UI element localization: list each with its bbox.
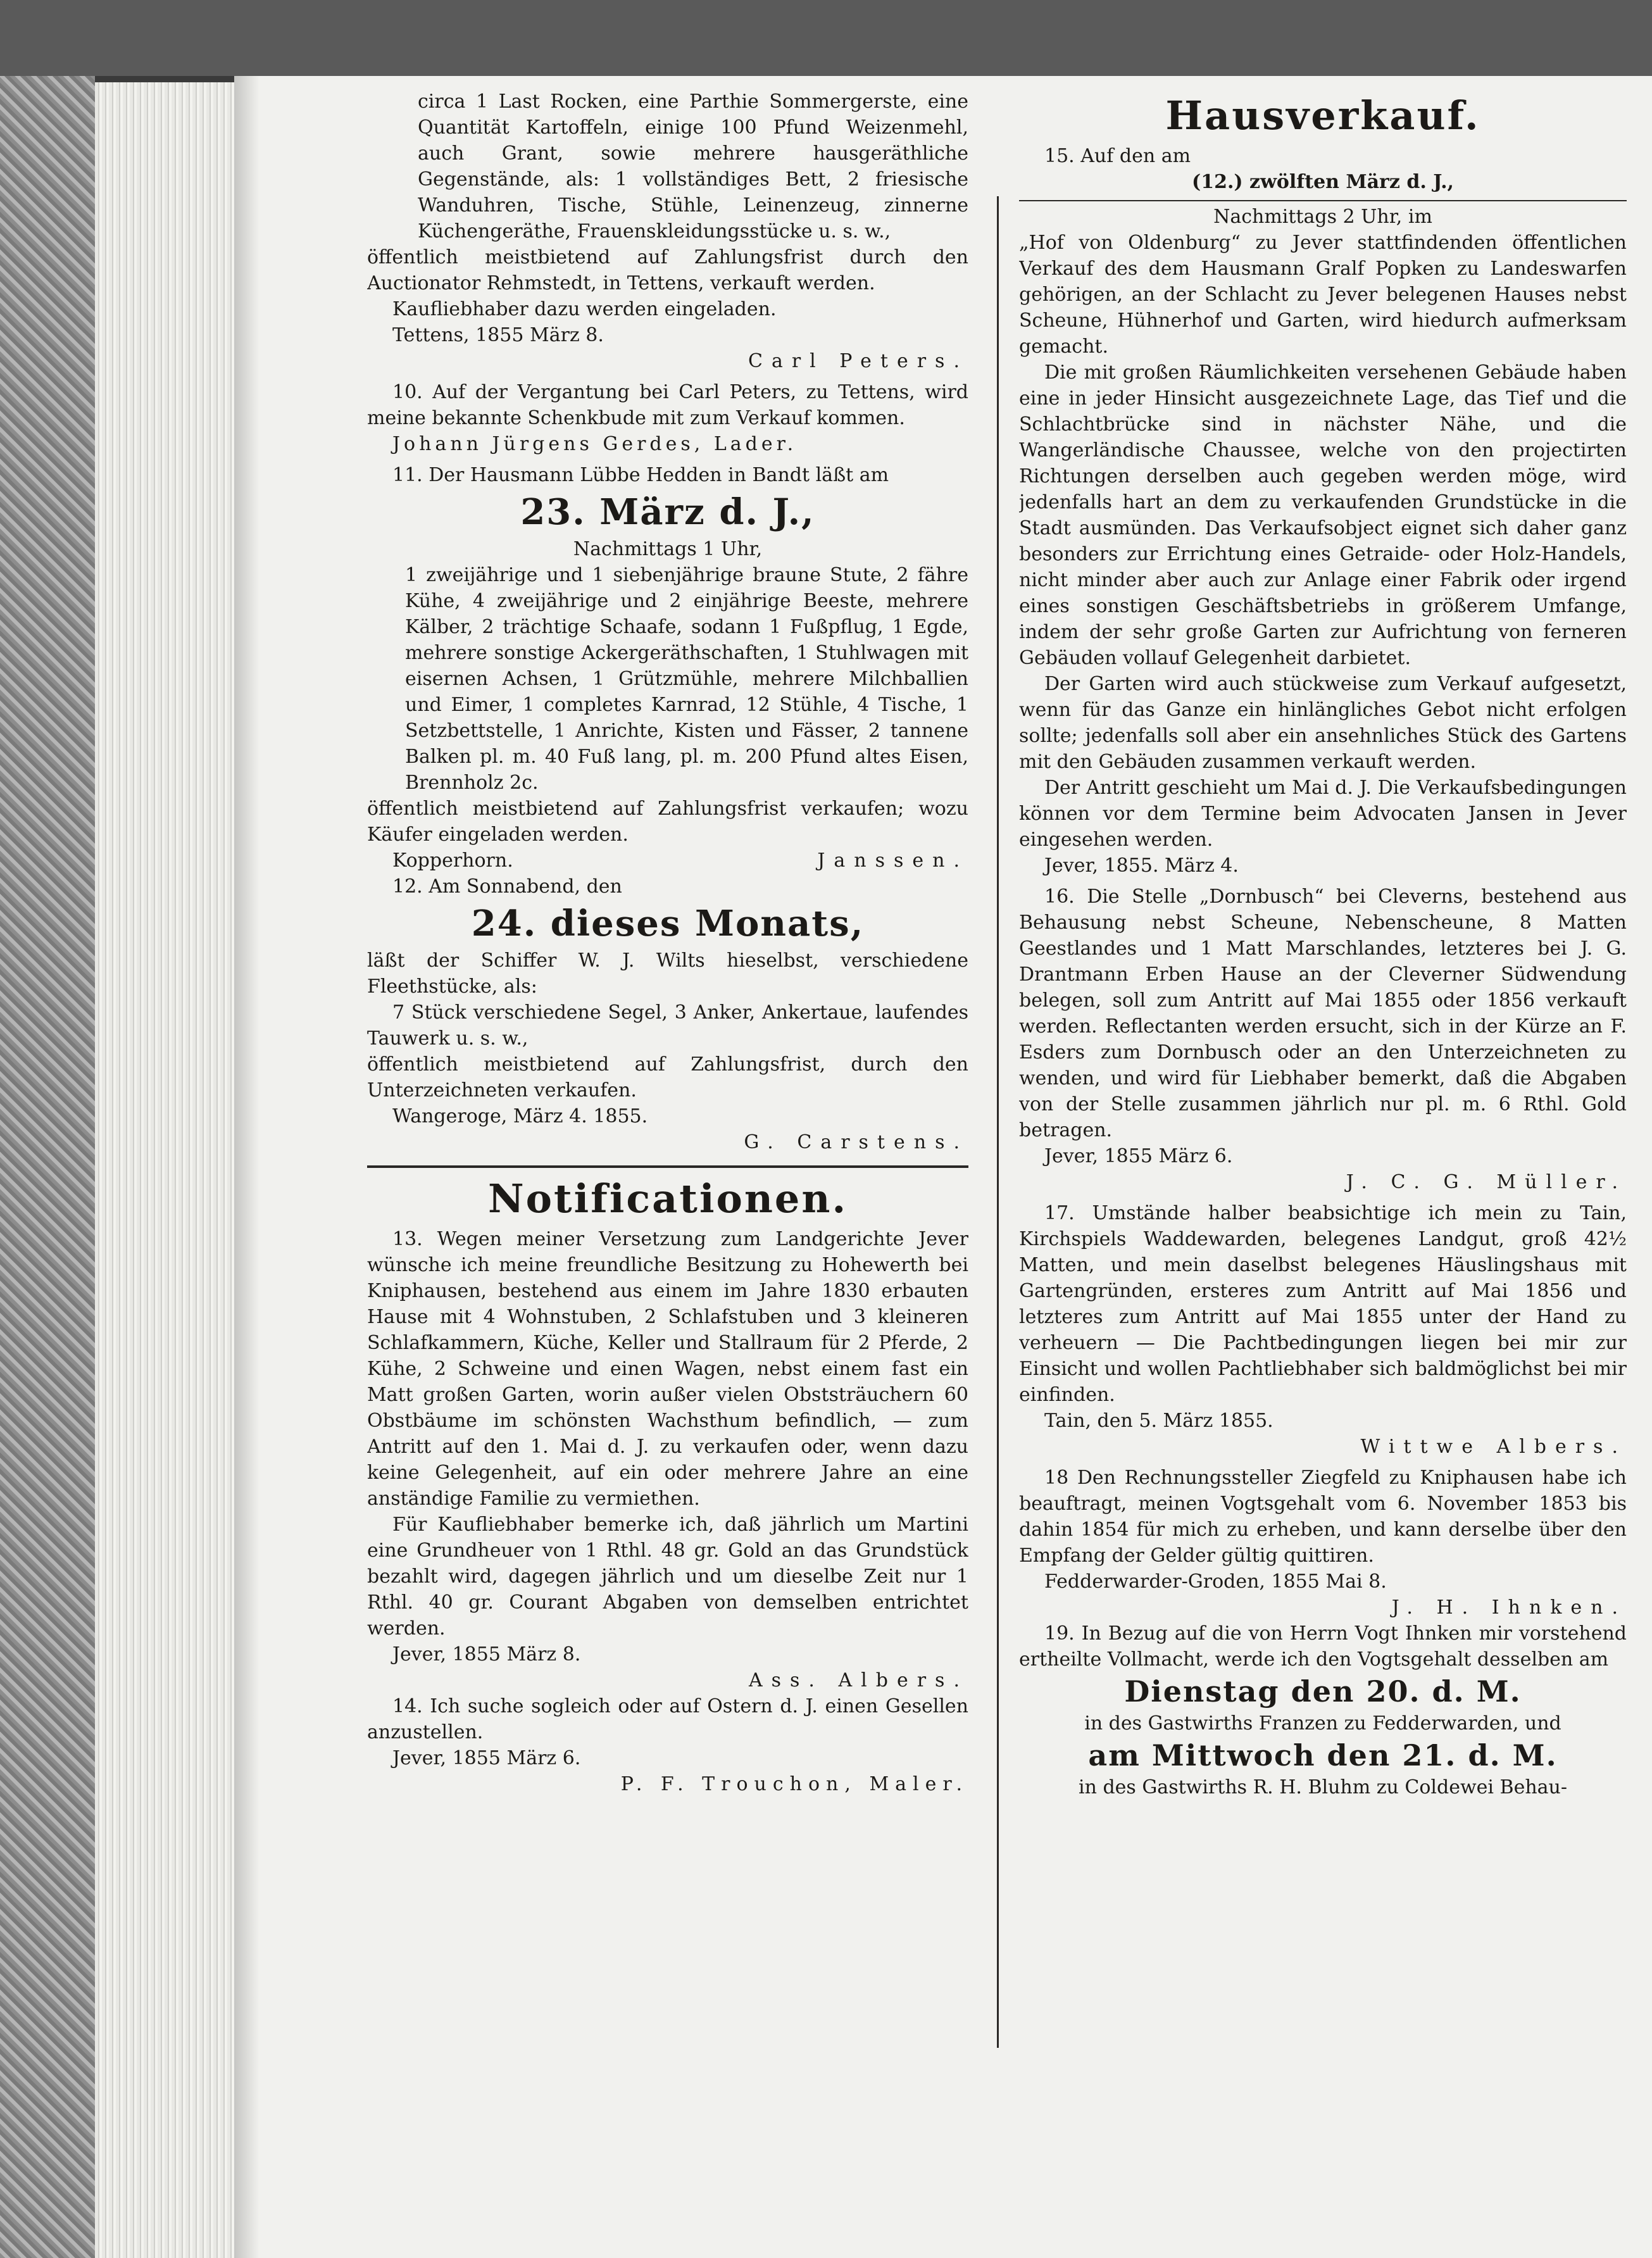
notice-13-b: Für Kaufliebhaber bemerke ich, daß jährlich um Martini eine Grundheuer von 1 Rthl. 48 gr. Gold an das Grundstück bezahlt wird, dagegen jährlich und um dieselbe Zeit nur 1 Rthl. 40 gr. Courant Abgaben von demselben entrichtet werden. (367, 1514, 968, 1640)
signature-line (367, 848, 968, 874)
item-signature: G. Carstens. (744, 1131, 968, 1153)
item-place-date: Jever, 1855 März 6. (1044, 1145, 1233, 1167)
notice-16: 16. Die Stelle „Dornbusch“ bei Cleverns, bestehend aus Behausung nebst Scheune, Nebenscheune, 8 Matten Geestlandes und 1 Matt Marschlandes, letzteres bei J. G. Drantmann Erben Hause an der Cleverner Südwendung belegen, soll zum Antritt auf Mai 1855 oder 1856 verkauft werden. Reflectanten werden ersucht, sich in der Kürze an F. Esders zum Dornbusch oder an den Unterzeichneten zu wenden, und wird für Liebhaber bemerkt, daß die Abgaben von der Stelle zusammen jährlich nur pl. m. 6 Rthl. Gold betragen. (1019, 886, 1627, 1141)
auction-date: 24. dieses Monats, (471, 903, 865, 944)
item-signature: Carl Peters. (748, 350, 968, 372)
auction-time: Nachmittags 2 Uhr, im (1213, 206, 1432, 228)
item-text: läßt der Schiffer W. J. Wilts hieselbst, verschiedene Fleethstücke, als: (367, 950, 968, 998)
item-place-date: Fedderwarder-Groden, 1855 Mai 8. (1044, 1571, 1387, 1593)
auction-date: am Mittwoch den 21. d. M. (1088, 1738, 1558, 1772)
notice-19: 19. In Bezug auf die von Herrn Vogt Ihnken mir vorstehend ertheilte Vollmacht, werde ich den Vogtsgehalt desselben am (1019, 1622, 1627, 1671)
auction-item-list: 7 Stück verschiedene Segel, 3 Anker, Ankertaue, laufendes Tauwerk u. s. w., (367, 1001, 968, 1050)
item-signature: J. H. Ihnken. (1391, 1596, 1627, 1619)
divider (1019, 200, 1627, 201)
auction-date: Dienstag den 20. d. M. (1124, 1674, 1522, 1709)
auction-date: 23. März d. J., (520, 491, 815, 533)
item-text: Die mit großen Räumlichkeiten versehenen Gebäude haben eine in jeder Hinsicht ausgezeichnete Lage, das Tief und die Schlachtbrücke sind in nächster Nähe, und die Wangerländische Chaussee, welche von den projectirten Richtungen derselben auch gegeben werden möge, wird jedenfalls hart an dem zu verkaufenden Grundstücke in die Stadt ausmünden. Das Verkaufsobject eignet sich daher ganz besonders zur Errichtung eines Getraide- oder Holz-Handels, nicht minder aber auch zur Anlage einer Fabrik oder irgend eines sonstigen Geschäftsbetriebs in größerem Umfange, indem der sehr große Garten zur Aufrichtung von ferneren Gebäuden vollauf Gelegenheit darbietet. (1019, 361, 1627, 669)
item-signature: Ass. Albers. (748, 1669, 968, 1691)
section-rule (367, 1165, 968, 1168)
item-place-date: Jever, 1855 März 6. (392, 1747, 581, 1769)
page-stack-edges (95, 82, 241, 2258)
item-text: Der Antritt geschieht um Mai d. J. Die Verkaufsbedingungen können vor dem Termine beim Advocaten Jansen in Jever eingesehen werden. (1019, 777, 1627, 851)
notice-10: 10. Auf der Vergantung bei Carl Peters, zu Tettens, wird meine bekannte Schenkbude mit zum Verkauf kommen. (367, 381, 968, 429)
auction-location: in des Gastwirths Franzen zu Fedderwarden, und (1084, 1712, 1561, 1734)
section-heading: Hausverkauf. (1165, 92, 1480, 139)
notice-13: 13. Wegen meiner Versetzung zum Landgerichte Jever wünsche ich meine freundliche Besitzung zu Hohewerth bei Kniphausen, bestehend aus einem im Jahre 1830 erbauten Hause mit 4 Wohnstuben, 2 Schlafstuben und 3 kleineren Schlafkammern, Küche, Keller und Stallraum für 2 Pferde, 2 Kühe, 2 Schweine und einen Wagen, nebst einem fast ein Matt großen Garten, worin außer vielen Obststräuchern 60 Obstbäume im schönsten Wachsthum befindlich, — zum Antritt auf den 1. Mai d. J. zu verkaufen oder, wenn dazu keine Gelegenheit, auf ein oder mehrere Jahre an eine anständige Familie zu vermiethen. (367, 1228, 968, 1510)
item-place-date: Jever, 1855. März 4. (1044, 855, 1239, 877)
right-column (1019, 89, 1627, 2013)
item-signature: P. F. Trouchon, Maler. (620, 1773, 968, 1795)
item-place-date: Wangeroge, März 4. 1855. (392, 1105, 648, 1127)
item-place-date: Jever, 1855 März 8. (392, 1643, 581, 1665)
auction-location: in des Gastwirths R. H. Bluhm zu Coldewei Behau- (1079, 1776, 1567, 1798)
left-column (367, 89, 968, 2000)
item-signature: Johann Jürgens Gerdes, Lader. (392, 433, 798, 455)
item-text: öffentlich meistbietend auf Zahlungsfrist durch den Auctionator Rehmstedt, in Tettens, verkauft werden. (367, 246, 968, 294)
auction-time: Nachmittags 1 Uhr, (573, 538, 763, 560)
binding-shadow (234, 76, 260, 2258)
section-heading: Notificationen. (487, 1176, 848, 1222)
notice-11: 11. Der Hausmann Lübbe Hedden in Bandt läßt am (392, 464, 889, 486)
auction-date: (12.) zwölften März d. J., (1192, 171, 1454, 193)
column-divider (997, 196, 999, 2048)
notice-15: 15. Auf den am (1044, 145, 1191, 167)
item-text: „Hof von Oldenburg“ zu Jever stattfindenden öffentlichen Verkauf des dem Hausmann Gralf Popken zu Landeswarfen gehörigen, an der Schlacht zu Jever belegenen Hauses nebst Scheune, Hühnerhof und Garten, wird hiedurch aufmerksam gemacht. (1019, 232, 1627, 358)
notice-17: 17. Umstände halber beabsichtige ich mein zu Tain, Kirchspiels Waddewarden, belegenes Landgut, groß 42½ Matten, und mein daselbst belegenes Häuslingshaus mit Gartengründen, ersteres zum Antritt auf Mai 1856 und letzteres zum Antritt auf Mai 1855 unter der Hand zu verheuern — Die Pachtbedingungen liegen bei mir zur Einsicht und wollen Pachtliebhaber sich baldmöglichst bei mir einfinden. (1019, 1202, 1627, 1406)
item-text: Kaufliebhaber dazu werden eingeladen. (392, 298, 777, 320)
item-continuation-list (367, 89, 968, 244)
item-place-date: Tettens, 1855 März 8. (392, 324, 604, 346)
item-place: Kopperhorn. (392, 850, 513, 872)
item-text: Der Garten wird auch stückweise zum Verkauf aufgesetzt, wenn für das Ganze ein hinlängliches Gebot nicht erfolgen sollte; jedenfalls soll aber ein ansehnliches Stück des Gartens mit den Gebäuden zusammen verkauft werden. (1019, 673, 1627, 773)
item-signature: Janssen. (817, 850, 968, 872)
item-place-date: Tain, den 5. März 1855. (1044, 1410, 1273, 1432)
scan-backdrop (0, 0, 1652, 76)
book-cover-edge (0, 76, 95, 2258)
item-signature: J. C. G. Müller. (1346, 1171, 1627, 1193)
notice-18: 18 Den Rechnungssteller Ziegfeld zu Kniphausen habe ich beauftragt, meinen Vogtsgehalt vom 6. November 1853 bis dahin 1854 für mich zu erheben, und kann derselbe über den Empfang der Gelder gültig quittiren. (1019, 1467, 1627, 1567)
notice-12: 12. Am Sonnabend, den (392, 875, 622, 898)
item-text: circa 1 Last Rocken, eine Parthie Sommergerste, eine Quantität Kartoffeln, einige 100 Pfund Weizenmehl, auch Grant, sowie mehrere hausgeräthliche Gegenstände, als: 1 vollständiges Bett, 2 friesische Wanduhren, Tische, Stühle, Leinenzeug, zinnerne Küchengeräthe, Frauenskleidungsstücke u. s. w., (418, 91, 968, 242)
notice-14: 14. Ich suche sogleich oder auf Ostern d. J. einen Gesellen anzustellen. (367, 1695, 968, 1743)
item-text: öffentlich meistbietend auf Zahlungsfrist, durch den Unterzeichneten verkaufen. (367, 1053, 968, 1101)
item-signature: Wittwe Albers. (1360, 1436, 1627, 1458)
item-text: öffentlich meistbietend auf Zahlungsfrist verkaufen; wozu Käufer eingeladen werden. (367, 798, 968, 846)
auction-item-list: 1 zweijährige und 1 siebenjährige braune Stute, 2 fähre Kühe, 4 zweijährige und 2 einjährige Beeste, mehrere Kälber, 2 trächtige Schaafe, sodann 1 Fußpflug, 1 Egde, mehrere sonstige Ackergeräthschaften, 1 Stuhlwagen mit eisernen Achsen, 1 Grützmühle, mehrere Milchballien und Eimer, 1 completes Karnrad, 12 Stühle, 4 Tische, 1 Setzbettstelle, 1 Anrichte, Kisten und Fässer, 2 tannene Balken pl. m. 40 Fuß lang, pl. m. 200 Pfund altes Eisen, Brennholz 2c. (405, 564, 968, 794)
